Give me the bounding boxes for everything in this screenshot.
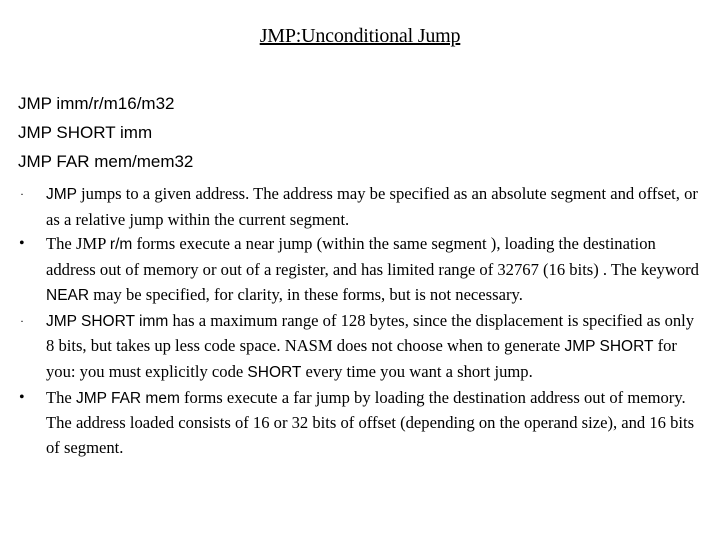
bullet-text: every time you want a short jump.	[301, 361, 533, 381]
bullet-item	[18, 386, 702, 461]
bullet-item	[18, 309, 702, 386]
bullet-text: jumps to a given address. The address may be specified as an absolute segment and offset, or as a relative jump within the current segment.	[46, 184, 698, 229]
page-title: JMP:Unconditional Jump	[259, 25, 461, 47]
bullet-list	[18, 182, 702, 461]
bullet-text: for you: you must explicitly code	[46, 336, 677, 381]
bullet-item	[18, 232, 702, 308]
inline-code: JMP FAR mem	[75, 389, 180, 407]
bullet-item	[18, 182, 702, 232]
inline-code: JMP SHORT imm	[46, 312, 169, 330]
bullet-marker: ·	[20, 187, 24, 201]
bullet-text: The JMP	[46, 234, 110, 254]
inline-code: r/m	[109, 236, 133, 254]
bullet-marker: •	[19, 388, 25, 406]
bullet-text: The	[46, 387, 76, 407]
bullet-marker: •	[19, 235, 25, 253]
syntax-line-3: JMP FAR mem/mem32	[18, 152, 194, 171]
bullet-marker: ·	[20, 313, 24, 328]
bullet-text: may be specified, for clarity, in these forms, but is not necessary.	[89, 284, 523, 304]
inline-code: SHORT	[247, 363, 302, 381]
bullet-text: forms execute a near jump (within the same segment ), loading the destination address out of memory or out of a register, and has limited range of 32767 (16 bits) . The keyword	[46, 234, 699, 280]
inline-code: JMP	[46, 186, 82, 203]
bullet-text: forms execute a far jump by loading the destination address out of memory. The address loaded consists of 16 or 32 bits of offset (depending on the operand size), and 16 bits of segment.	[46, 387, 695, 458]
bullet-text: has a maximum range of 128 bytes, since the displacement is specified as only 8 bits, but takes up less code space. NASM does not choose when to generate	[46, 310, 695, 356]
inline-code: JMP SHORT	[564, 338, 654, 356]
inline-code: NEAR	[46, 286, 90, 304]
syntax-line-1: JMP imm/r/m16/m32	[18, 94, 175, 113]
syntax-line-2: JMP SHORT imm	[18, 123, 153, 142]
